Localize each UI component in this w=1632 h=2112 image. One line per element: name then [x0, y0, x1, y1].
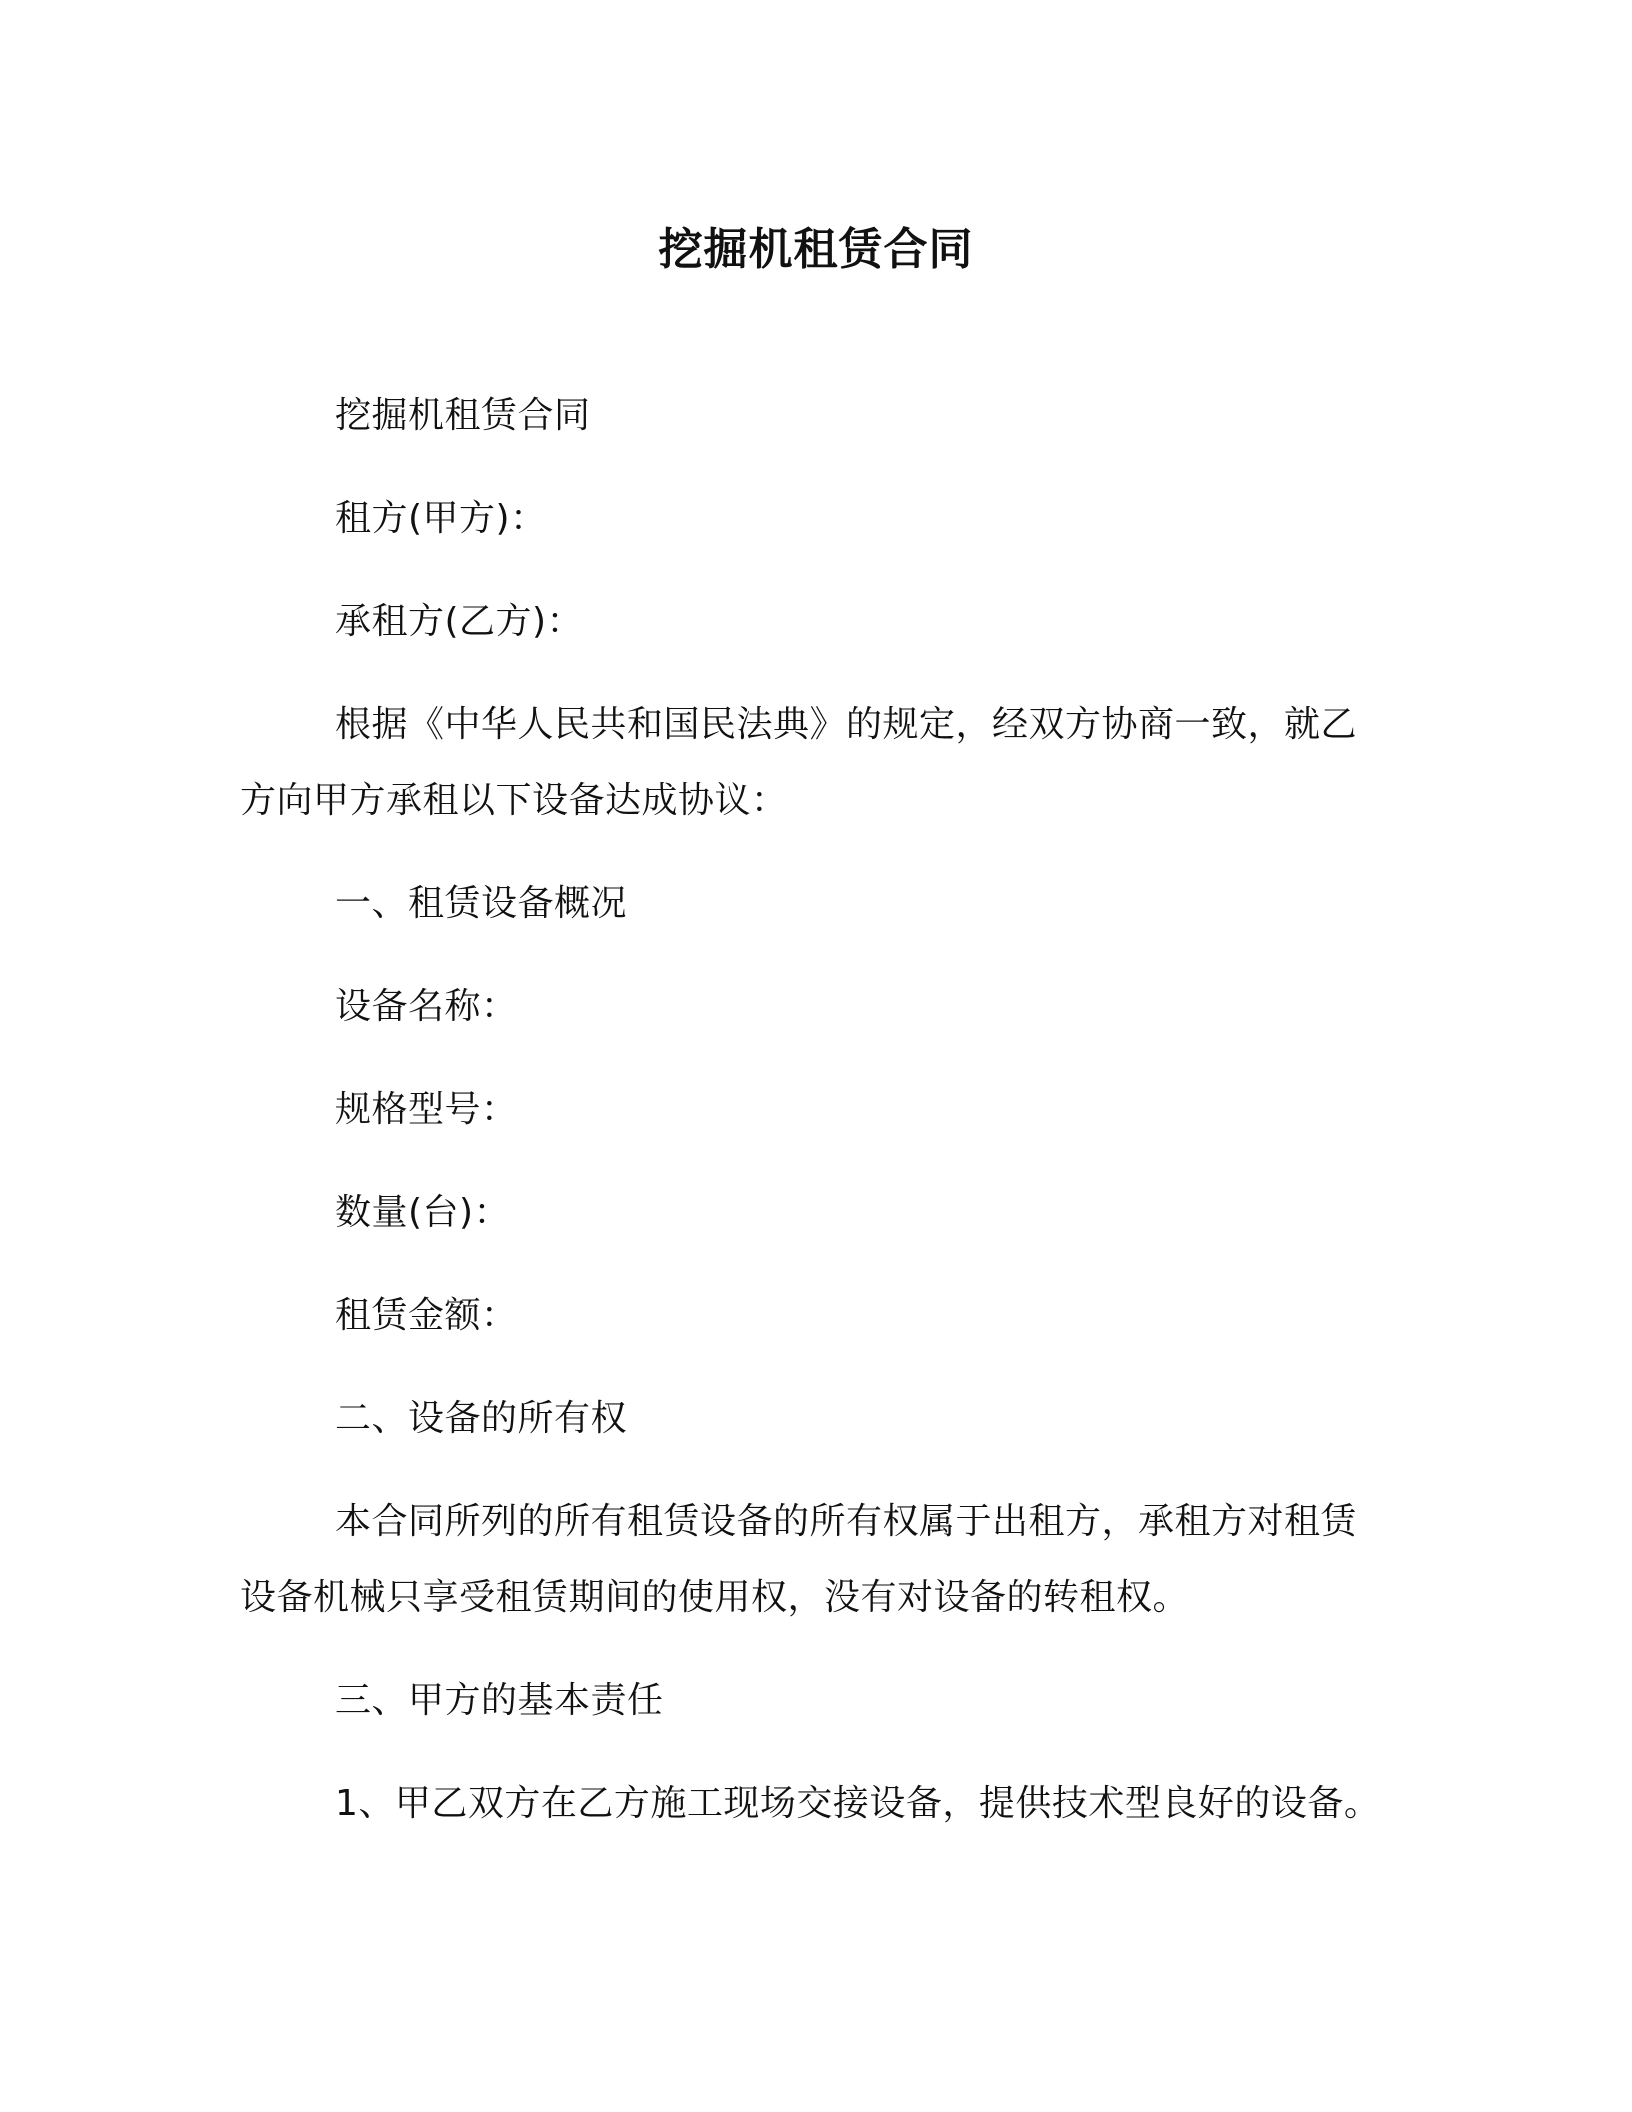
- document-body: [240, 395, 1381, 1886]
- document-title: 挖掘机租赁合同: [658, 224, 974, 275]
- paragraph-equipment-name: 设备名称：: [335, 986, 518, 1027]
- paragraph-model: 规格型号：: [335, 1089, 518, 1130]
- paragraph-party-a: 租方(甲方)：: [335, 498, 547, 539]
- section-heading-2: 二、设备的所有权: [335, 1398, 628, 1439]
- paragraph-rent-amount: 租赁金额：: [335, 1295, 518, 1336]
- paragraph-party-b: 承租方(乙方)：: [335, 601, 584, 642]
- paragraph-responsibility-1: 1、甲乙双方在乙方施工现场交接设备，提供技术型良好的设备。: [335, 1783, 1381, 1824]
- paragraph-preamble: 根据《中华人民共和国民法典》的规定，经双方协商一致，就乙方向甲方承租以下设备达成协议：: [240, 704, 1358, 821]
- section-heading-3: 三、甲方的基本责任: [335, 1680, 664, 1721]
- paragraph-quantity: 数量(台)：: [335, 1192, 511, 1233]
- section-heading-1: 一、租赁设备概况: [335, 883, 628, 924]
- paragraph-contract-name: 挖掘机租赁合同: [335, 395, 591, 436]
- paragraph-ownership: 本合同所列的所有租赁设备的所有权属于出租方，承租方对租赁设备机械只享受租赁期间的使用权，没有对设备的转租权。: [240, 1501, 1358, 1618]
